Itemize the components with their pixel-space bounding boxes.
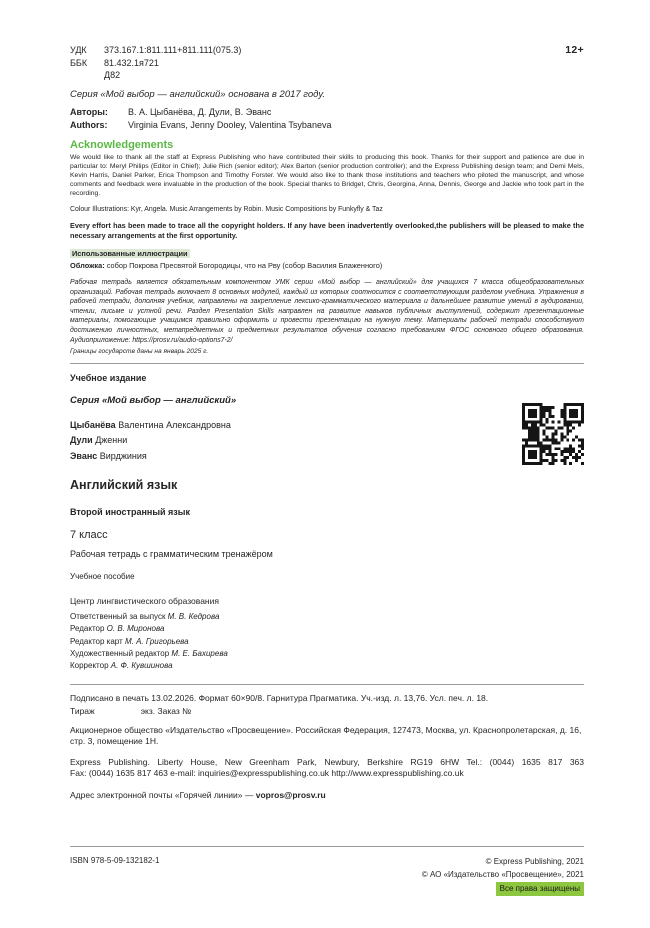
bbk-label: ББК — [70, 57, 88, 68]
author-name-line — [70, 449, 584, 464]
acknowledgements-heading: Acknowledgements — [70, 138, 174, 151]
publishing-center-label: Центр лингвистического образования — [70, 595, 219, 606]
staff-credits — [70, 611, 584, 673]
staff-credit-line — [70, 636, 584, 648]
author-firstname: Дженни — [95, 435, 128, 446]
staff-role: Ответственный за выпуск — [70, 611, 166, 621]
rights-reserved-badge: Все права защищены — [496, 882, 584, 897]
age-rating-badge: 12+ — [565, 44, 584, 56]
print-run-rest: экз. Заказ № — [140, 705, 192, 716]
staff-role: Редактор — [70, 624, 105, 634]
print-info-line: Подписано в печать 13.02.2026. Формат 60×90/8. Гарнитура Прагматика. Уч.-изд. л. 13,76. Усл. печ. л. 18. — [70, 692, 489, 703]
used-illustrations-heading-text: Использованные иллюстрации — [72, 249, 188, 259]
authors-ru-label: Авторы: — [70, 106, 108, 117]
qr-code — [522, 403, 584, 465]
cover-text: собор Покрова Пресвятой Богородицы, что на Рву (собор Василия Блаженного) — [106, 261, 383, 271]
copyright-notice: Every effort has been made to trace all the copyright holders. If any have been inadvertently overlooked,the publishers will be pleased to make the necessary arrangements at the first opportunity. — [70, 220, 584, 240]
author-firstname: Валентина Александровна — [118, 420, 231, 431]
staff-credit-line — [70, 660, 584, 672]
divider — [70, 363, 584, 364]
udk-line — [70, 44, 241, 57]
staff-role: Корректор — [70, 661, 109, 671]
express-address-line: Fax: (0044) 1635 817 463 e-mail: inquiries@expresspublishing.co.uk http://www.expresspublishing.co.uk — [70, 768, 464, 779]
isbn-label: ISBN 978-5-09-132182-1 — [70, 856, 160, 865]
borders-note: Границы государств даны на январь 2025 г. — [70, 348, 209, 356]
print-run-line — [70, 706, 584, 716]
bbk-author-code: Д82 — [104, 70, 121, 81]
classification-codes — [70, 44, 241, 82]
author-surname: Цыбанёва — [70, 420, 116, 431]
copyright-line: © Express Publishing, 2021 — [485, 857, 584, 866]
udk-value: 373.167.1:811.111+811.111(075.3) — [104, 45, 242, 55]
staff-name: А. Ф. Кувшинова — [110, 661, 173, 671]
staff-name: М. Е. Бахирева — [171, 649, 228, 659]
footer — [70, 846, 584, 896]
staff-name: О. В. Миронова — [106, 624, 165, 634]
authors-en-line — [70, 119, 584, 132]
qr-code-svg — [522, 403, 584, 465]
illustration-credits-line: Colour Illustrations: Kyr, Angela. Music Arrangements by Robin. Music Compositions by Funkyfly & Taz — [70, 205, 383, 213]
publisher-address: Акционерное общество «Издательство «Просвещение». Российская Федерация, 127473, Москва, ул. Краснопролетарская, д. 16, стр. 3, помещение 1Н. — [70, 724, 582, 747]
udk-label: УДК — [70, 45, 87, 55]
express-address-line: Express Publishing. Liberty House, New Greenham Park, Newbury, Berkshire RG19 6HW Tel.: (0044) 1635 817 363 — [70, 756, 584, 767]
hotline-email: vopros@prosv.ru — [255, 789, 326, 800]
edition-type-label: Учебное издание — [70, 373, 147, 384]
edition-section — [70, 373, 584, 673]
subject-title: Английский язык — [70, 477, 178, 492]
authors-ru-line — [70, 106, 584, 119]
print-run-label: Тираж — [70, 705, 95, 716]
series-founding-note: Серия «Мой выбор — английский» основана в 2017 году. — [70, 88, 326, 100]
authors-ru-value: В. А. Цыбанёва, Д. Дули, В. Эванс — [128, 106, 272, 117]
grade-label: 7 класс — [70, 528, 108, 541]
acknowledgements-text: We would like to thank all the staff at Express Publishing who have contributed their skills to producing this book. Thanks for their support and patience are due in particular to: Meryl Philips (Editor in Chief); Julie Rich (senior editor); Alex Barton (senior production controller); and the Express Publishing design team; and Demi Mels, Kevin Harris, Daniel Parker, Erica Thompson and Timothy Forster. We would also like to thank those institutions and teachers who piloted the manuscript, and whose comments and feedback were invaluable in the production of the book. Special thanks to Bridget, Chris, Georgina, Anna, Dennis, George and Jackie who took part in the recording. — [70, 153, 584, 197]
author-surname: Эванс — [70, 450, 98, 461]
author-surname: Дули — [70, 435, 93, 446]
second-language-label: Второй иностранный язык — [70, 506, 190, 517]
staff-credit-line — [70, 648, 584, 660]
cover-description — [70, 261, 584, 270]
copyright-block — [422, 856, 584, 896]
author-name-line — [70, 418, 584, 433]
hotline-email-line — [70, 790, 584, 800]
edition-authors — [70, 418, 584, 464]
staff-credit-line — [70, 623, 584, 635]
workbook-title: Рабочая тетрадь с грамматическим тренажёром — [70, 548, 273, 559]
express-publishing-address — [70, 757, 584, 780]
rights-reserved-line — [422, 882, 584, 897]
staff-role: Художественный редактор — [70, 649, 170, 659]
edition-kind-label: Учебное пособие — [70, 571, 135, 581]
cover-label: Обложка: — [70, 261, 105, 271]
bbk-line — [70, 57, 241, 70]
top-row — [70, 44, 584, 82]
staff-name: М. В. Кедрова — [167, 611, 220, 621]
staff-name: М. А. Григорьева — [124, 636, 189, 646]
authors-en-label: Authors: — [70, 119, 108, 130]
authors-block — [70, 106, 584, 132]
hotline-label: Адрес электронной почты «Горячей линии» — — [70, 789, 254, 800]
staff-credit-line — [70, 611, 584, 623]
bbk-value: 81.432.1я721 — [104, 57, 159, 68]
annotation-text: Рабочая тетрадь является обязательным компонентом УМК серии «Мой выбор — английский» для учащихся 7 класса общеобразовательных организаций. Рабочая тетрадь включает 8 основных модулей, каждый из которых соотносится с соответствующим разделом учебника. Упражнения в рабочей тетради, дополняя учебник, направлены на закрепление лексико-грамматического материала и дальнейшее развитие умений в аудировании, чтении, письме и устной речи. Раздел Presentation Skills направлен на развитие навыков публичных выступлений, содержит презентационные материалы, помогающие учащимся правильно оформить и провести презентацию на нужную тему. Материалы рабочей тетради способствуют достижению личностных, метапредметных и предметных результатов обучения согласно требованиям ФГОС основного общего образования. Аудиоприложение: https://prosv.ru/audio-options7-2/ — [70, 279, 584, 344]
authors-en-value: Virginia Evans, Jenny Dooley, Valentina Tsybaneva — [128, 119, 332, 130]
imprint-section — [70, 693, 584, 800]
edition-series-title: Серия «Мой выбор — английский» — [70, 395, 237, 407]
staff-role: Редактор карт — [70, 636, 123, 646]
copyright-line: © АО «Издательство «Просвещение», 2021 — [421, 869, 584, 879]
used-illustrations-heading — [70, 249, 584, 258]
author-firstname: Вирджиния — [99, 450, 147, 461]
author-name-line — [70, 433, 584, 448]
divider — [70, 684, 584, 685]
